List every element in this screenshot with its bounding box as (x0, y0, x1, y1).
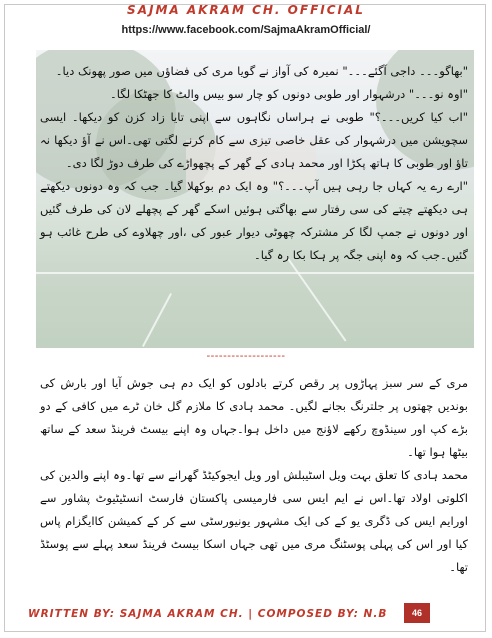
author-title: SAJMA AKRAM CH. OFFICIAL (127, 3, 365, 17)
story-section-two (40, 372, 468, 579)
story-paragraph: "بھاگو۔۔۔ داجی آگئے۔۔۔" نمیرہ کی آواز نے گویا مری کی فضاؤں میں صور پھونک دیا۔ (55, 64, 468, 78)
story-paragraph: "اب کیا کریں۔۔۔؟" طوبی نے ہراساں نگاہوں سے اپنی تایا زاد کزن کو دیکھا۔ ایسی سچویشن میں درشہوار کی عقل خاصی تیزی سے کام کرنے لگتی تھی۔اس نے آؤ دیکھا نہ تاؤ اور طوبی کا ہاتھ پکڑا اور محمد ہادی کے گھر کے پچھواڑے کی طرف دوڑ لگا دی۔ (40, 110, 468, 170)
story-paragraph: مری کے سر سبز پہاڑوں پر رقص کرتے بادلوں کو ایک دم ہی جوش آیا اور بارش کی بوندیں چھتوں پر جلترنگ بجانے لگیں۔ محمد ہادی کا ملازم گل خان ٹرے میں کافی کے دو بڑے کپ اور سینڈوچ رکھے لاؤنج میں داخل ہوا۔جہاں وہ اپنے بیسٹ فرینڈ سعد کے ساتھ بیٹھا ہوا تھا۔ (40, 376, 468, 459)
story-paragraph: "ارے رے یہ کہاں جا رہی ہیں آپ۔۔۔؟" وہ ایک دم بوکھلا گیا۔ جب کہ وہ دونوں دیکھتے ہی دیکھتے چیتے کی سی رفتار سے بھاگتی ہوئیں اسکے گھر کے پچھلے لان کی طرف گئیں اور دونوں نے جمپ لگا کر مشترکہ چھوٹی دیوار عبور کی ،اور چھلاوے کی طرح غائب ہو گئیں۔جب کہ وہ اپنی جگہ پر ہکا بکا رہ گیا۔ (40, 179, 468, 262)
footer-credit: WRITTEN BY: SAJMA AKRAM CH. | COMPOSED BY: N.B (28, 608, 388, 620)
story-section-one (40, 60, 468, 267)
story-paragraph: محمد ہادی کا تعلق بہت ویل اسٹیبلش اور ویل ایجوکیٹڈ گھرانے سے تھا۔وہ اپنے والدین کی اکلوتی اولاد تھا۔اس نے ایم ایس سی فارمیسی پاکستان فارسٹ انسٹیٹیوٹ پشاور سے اورایم ایس کی ڈگری یو کے کی ایک مشہور یونیورسٹی سے کر کے کمیشن کاایگزام پاس کیا اور اس کی پہلی پوسٹنگ مری میں تھی جہاں اسکا بیسٹ فرینڈ سعد پہلے سے پوسٹڈ تھا۔ (40, 468, 468, 574)
story-paragraph: "اوہ نو۔۔۔" درشہوار اور طوبی دونوں کو چار سو بیس والٹ کا جھٹکا لگا۔ (110, 87, 468, 101)
field-line (288, 258, 347, 341)
field-line (36, 272, 474, 274)
facebook-link[interactable]: https://www.facebook.com/SajmaAkramOfficial/ (121, 24, 371, 36)
page-number-badge: 46 (404, 603, 430, 623)
field-line (142, 293, 172, 347)
section-divider: ------------------- (206, 350, 286, 362)
